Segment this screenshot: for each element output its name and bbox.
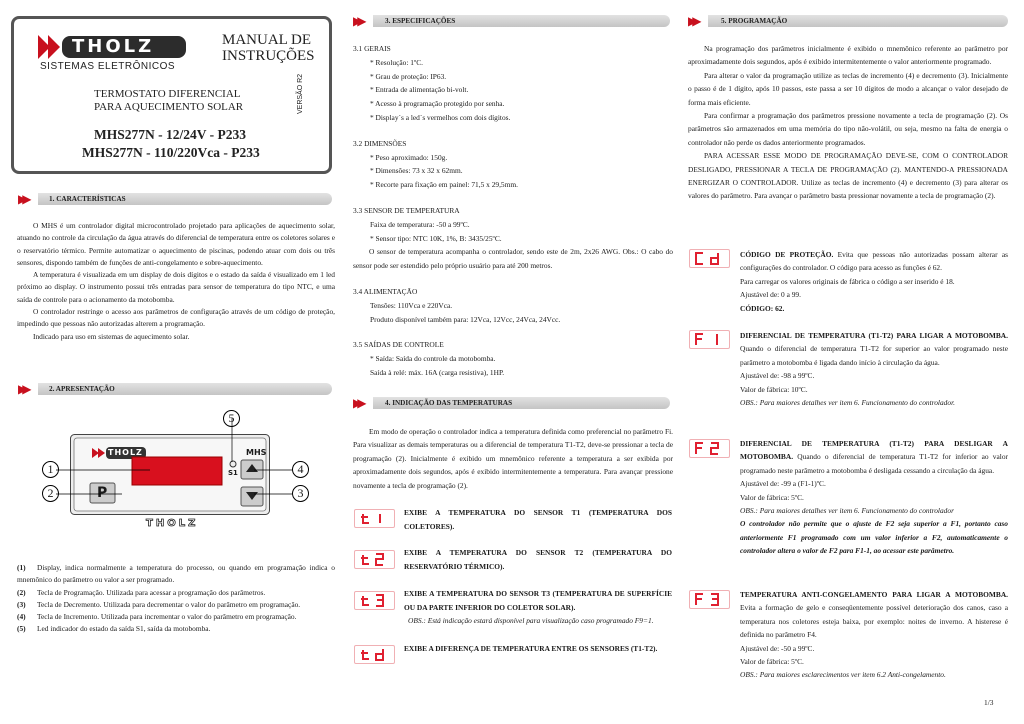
lcd-t3 xyxy=(354,591,395,610)
section-2-legend xyxy=(17,562,335,636)
model-line1: MHS277N - 12/24V - P233 xyxy=(94,127,246,142)
lcd-f2 xyxy=(689,439,730,458)
column-3 xyxy=(686,0,1020,724)
spec-power-item: Produto disponível também para: 12Vca, 12Vcc, 24Vca, 24Vcc. xyxy=(370,314,561,324)
callout-3: 3 xyxy=(292,485,309,502)
spec-power-title: 3.4 ALIMENTAÇÃO xyxy=(353,286,418,296)
subtitle xyxy=(94,88,243,114)
param-cd-code: CÓDIGO: 62. xyxy=(740,303,785,313)
panel-brand: THOLZ xyxy=(108,448,143,457)
spec-outputs-title: 3.5 SAÍDAS DE CONTROLE xyxy=(353,340,444,350)
spec-outputs-item: Saída à relé: máx. 16A (carga resistiva), 1HP. xyxy=(370,367,505,377)
legend-item-2: (2) Tecla de Programação. Utilizada para acessar a programação dos parâmetros. xyxy=(17,587,266,597)
section-5-header: ▶▶ 5. PROGRAMAÇÃO xyxy=(708,15,1008,27)
lcd-f3-icon xyxy=(695,593,725,606)
header-arrows-icon: ▶▶ xyxy=(353,396,362,410)
tholz-logo xyxy=(38,35,188,75)
param-cd xyxy=(740,248,1008,315)
param-f2-range: Ajustável de: -99 a (F1-1)ºC. xyxy=(740,479,826,489)
lcd-f3 xyxy=(689,590,730,609)
programming-paragraph-1: Na programação dos parâmetros inicialmente é exibido o mnemônico referente ao parâmetro por aproximadamente dois segundos, após é exibido intermitentemente o valor anteriormente programado. xyxy=(688,44,1008,67)
callout-2: 2 xyxy=(42,485,59,502)
indication-t1: EXIBE A TEMPERATURA DO SENSOR T1 (TEMPERATURA DOS COLETORES). xyxy=(404,508,672,531)
programming-paragraph-2: Para alterar o valor da programação utilize as teclas de incremento (4) e decremento (3). Inicialmente o passo é de 1 dígito, após 10 passos, este passa a ser 10 dígitos de modo a alcançar o valor desejado de forma mais eficiente. xyxy=(688,70,1008,107)
lcd-f2-icon xyxy=(695,442,725,455)
param-f3-desc: TEMPERATURA ANTI-CONGELAMENTO PARA LIGAR A MOTOBOMBA. Evita a formação de gelo e conseqüentemente possível deterioração dos canos, caso a temperatura nos coletores esteja baixa, por exemplo: noites de inverno. A histerese é definida no parâmetro F4. xyxy=(740,590,1008,640)
indication-t3 xyxy=(404,587,672,628)
column-2 xyxy=(350,0,675,724)
manual-title-line2: INSTRUÇÕES xyxy=(222,48,315,64)
column-1 xyxy=(0,0,340,724)
manual-title-line1: MANUAL DE xyxy=(222,32,312,48)
page-number: 1/3 xyxy=(984,698,994,707)
legend-item-4: (4) Tecla de Incremento. Utilizada para incrementar o valor do parâmetro em programação. xyxy=(17,612,297,622)
lcd-f1 xyxy=(689,330,730,349)
section-1-paragraph-2: A temperatura é visualizada em um display de dois dígitos e o estado da saída é visualizado em 1 led próximo ao display. O instrumento possui três entradas para sensor de temperatura do tipo NTC, e uma saída de controle para o acionamento da motobomba. xyxy=(17,270,335,304)
spec-general-item: * Entrada de alimentação bi-volt. xyxy=(370,85,469,95)
spec-sensor-item: * Sensor tipo: NTC 10K, 1%, B: 3435/25ºC. xyxy=(370,233,502,243)
lcd-t2 xyxy=(354,550,395,569)
spec-power-item: Tensões: 110Vca e 220Vca. xyxy=(370,300,453,310)
panel-footer-brand: THOLZ xyxy=(146,518,199,529)
lcd-cd-icon xyxy=(695,252,725,265)
spec-general-item: * Acesso à programação protegido por senha. xyxy=(370,99,505,109)
manual-title xyxy=(222,32,315,64)
section-4-paragraph: Em modo de operação o controlador indica a temperatura definida como preferencial no parâmetro Fi. Para visualizar as demais temperaturas ou a diferencial de temperatura T1-T2, deve-se pressionar a tecla de programação (2). Inicialmente é exibido um mnemônico referente a temperatura a ser exibida por aproximadamente dois segundos, após é exibido intermitentemente a temperatura. Para avançar pressione novamente a tecla de programação (2). xyxy=(353,427,673,490)
param-f2-desc: DIFERENCIAL DE TEMPERATURA (T1-T2) PARA DESLIGAR A MOTOBOMBA. Quando o diferencial de temperatura T1-T2 for inferior ao valor programado neste parâmetro a motobomba é desligada cessando a circulação da água. xyxy=(740,439,1008,475)
spec-general-item: * Display´s a led´s vermelhos com dois dígitos. xyxy=(370,112,511,122)
section-1-header: ▶▶ 1. CARACTERÍSTICAS xyxy=(38,193,332,205)
subtitle-line1: TERMOSTATO DIFERENCIAL xyxy=(94,88,241,100)
section-2-header: ▶▶ 2. APRESENTAÇÃO xyxy=(38,383,332,395)
version-label: VERSÃO R2 xyxy=(297,73,304,114)
lcd-cd xyxy=(689,249,730,268)
param-f1-range: Ajustável de: -98 a 99ºC. xyxy=(740,371,815,381)
subtitle-line2: PARA AQUECIMENTO SOLAR xyxy=(94,101,244,113)
callout-lines xyxy=(30,410,330,510)
param-f2 xyxy=(740,437,1008,558)
lcd-t1-icon xyxy=(360,512,390,525)
param-f1-factory: Valor de fábrica: 10ºC. xyxy=(740,384,808,394)
spec-dimensions-title: 3.2 DIMENSÕES xyxy=(353,138,407,148)
legend-item-5: (5) Led indicador do estado da saída S1, saída da motobomba. xyxy=(17,624,211,634)
lcd-t2-icon xyxy=(360,553,390,566)
header-arrows-icon: ▶▶ xyxy=(688,14,697,28)
legend-item-1: (1) Display, indica normalmente a temperatura do processo, ou quando em programação indica o mnemônico do parâmetro ou valor a ser programado. xyxy=(17,563,335,585)
callout-4: 4 xyxy=(292,461,309,478)
callout-5: 5 xyxy=(223,410,240,427)
program-key[interactable]: P xyxy=(97,485,108,501)
header-arrows-icon: ▶▶ xyxy=(18,382,27,396)
param-cd-range: Ajustável de: 0 a 99. xyxy=(740,290,801,300)
spec-dimensions-item: * Peso aproximado: 150g. xyxy=(370,152,448,162)
indication-t2: EXIBE A TEMPERATURA DO SENSOR T2 (TEMPERATURA DO RESERVATÓRIO TÉRMICO). xyxy=(404,548,672,571)
param-f1-obs: OBS.: Para maiores detalhes ver item 6. Funcionamento do controlador. xyxy=(740,398,955,408)
spec-sensor-title: 3.3 SENSOR DE TEMPERATURA xyxy=(353,205,460,215)
indication-td: EXIBE A DIFERENÇA DE TEMPERATURA ENTRE OS SENSORES (T1-T2). xyxy=(404,644,658,653)
indication-t3-text: EXIBE A TEMPERATURA DO SENSOR T3 (TEMPERATURA DE SUPERFÍCIE OU DA PARTE INFERIOR DO COLETOR SOLAR). xyxy=(404,589,672,612)
panel-model: MHS xyxy=(246,448,267,457)
section-5-body xyxy=(688,42,1008,203)
param-f3-range: Ajustável de: -50 a 99ºC. xyxy=(740,643,815,653)
section-1-paragraph-4: Indicado para uso em sistemas de aquecimento solar. xyxy=(33,331,190,341)
param-f3 xyxy=(740,588,1008,682)
param-f2-warning: O controlador não permite que o ajuste de F2 seja superior a F1, portanto caso anteriormente F1 programado com um valor inferior a F2, automaticamente o controlador altera o valor de F2 para F1-1, ao acessar este parâmetro. xyxy=(740,519,1008,556)
spec-sensor-paragraph: O sensor de temperatura acompanha o controlador, sendo este de 2m, 2x26 AWG. Obs.: O cabo do sensor pode ser estendido pelo próprio usuário para até 200 metros. xyxy=(353,247,673,271)
lcd-td-icon xyxy=(360,648,390,661)
param-f3-factory: Valor de fábrica: 5ºC. xyxy=(740,657,804,667)
param-f3-obs: OBS.: Para maiores esclarecimentos ver item 6.2 Anti-congelamento. xyxy=(740,670,946,680)
spec-general-item: * Resolução: 1ºC. xyxy=(370,57,423,67)
header-arrows-icon: ▶▶ xyxy=(353,14,362,28)
param-cd-desc: CÓDIGO DE PROTEÇÃO. Evita que pessoas não autorizadas possam alterar as configurações do controlador. O código para acesso as funções é 62. xyxy=(740,250,1008,273)
logo-subtext: SISTEMAS ELETRÔNICOS xyxy=(40,61,176,72)
legend-item-3: (3) Tecla de Decremento. Utilizada para decrementar o valor do parâmetro em programação. xyxy=(17,599,301,609)
lcd-f1-icon xyxy=(695,333,725,346)
spec-sensor-item: Faixa de temperatura: -50 a 99ºC. xyxy=(370,219,470,229)
lcd-td xyxy=(354,645,395,664)
param-cd-factory: Para carregar os valores originais de fábrica o código a ser inserido é 18. xyxy=(740,276,955,286)
programming-paragraph-3: Para confirmar a programação dos parâmetros pressione novamente a tecla de programação (2). Os parâmetros são armazenados em uma memória do tipo não-volátil, ou seja, mesmo na falta de energia o controlador não perde os dados anteriormente programados. xyxy=(688,111,1008,147)
model-block xyxy=(82,126,260,162)
param-f1 xyxy=(740,329,1008,409)
programming-paragraph-4: PARA ACESSAR ESSE MODO DE PROGRAMAÇÃO DEVE-SE, COM O CONTROLADOR DESLIGADO, PRESSIONAR A TECLA DE PROGRAMAÇÃO (2). MANTENDO-A PRESSIONADA ENERGIZAR O CONTROLADOR. Utilize as teclas de incremento (4) e decremento (3) para alterar os valores do parâmetro. Para avançar o parâmetro basta pressionar novamente a tecla de programação (2). xyxy=(688,151,1008,201)
model-line2: MHS277N - 110/220Vca - P233 xyxy=(82,145,260,160)
header-arrows-icon: ▶▶ xyxy=(18,192,27,206)
param-f1-desc: DIFERENCIAL DE TEMPERATURA (T1-T2) PARA LIGAR A MOTOBOMBA. Quando o diferencial de temperatura T1-T2 for superior ao valor programado neste parâmetro a motobomba é ligada dando início à circulação da água. xyxy=(740,331,1008,367)
param-f2-factory: Valor de fábrica: 5ºC. xyxy=(740,492,804,502)
spec-dimensions-item: * Dimensões: 73 x 32 x 62mm. xyxy=(370,166,463,176)
section-1-paragraph-3: O controlador restringe o acesso aos parâmetros de configuração através de um código de proteção, impedindo que pessoas não autorizadas alterem a programação. xyxy=(17,307,335,329)
section-1-body xyxy=(17,220,335,343)
spec-general-item: * Grau de proteção: IP63. xyxy=(370,71,447,81)
logo-text: THOLZ xyxy=(72,36,155,57)
spec-dimensions-item: * Recorte para fixação em painel: 71,5 x 29,5mm. xyxy=(370,180,518,190)
panel-led-label: S1 xyxy=(228,469,238,477)
spec-general-title: 3.1 GERAIS xyxy=(353,44,391,53)
section-4-header: ▶▶ 4. INDICAÇÃO DAS TEMPERATURAS xyxy=(373,397,670,409)
section-1-paragraph-1: O MHS é um controlador digital microcontrolado projetado para aplicações de aquecimento solar, atuando no controle da circulação da água através do diferencial de temperatura entre os coletores solares e o reservatório térmico. Permite automatizar o aquecimento de piscinas, podendo atuar com dois ou três sensores, dispondo também de funções de anti-congelamento e sobre-aquecimento. xyxy=(17,221,335,267)
spec-outputs-item: * Saída: Saída do controle da motobomba. xyxy=(370,354,496,364)
param-f2-obs: OBS.: Para maiores detalhes ver item 6. Funcionamento do controlador xyxy=(740,506,954,516)
lcd-t1 xyxy=(354,509,395,528)
lcd-t3-icon xyxy=(360,594,390,607)
indication-t3-obs: OBS.: Está indicação estará disponível para visualização caso programado F9=1. xyxy=(408,616,654,626)
section-3-body xyxy=(353,42,673,380)
section-3-header: ▶▶ 3. ESPECIFICAÇÕES xyxy=(373,15,670,27)
callout-1: 1 xyxy=(42,461,59,478)
